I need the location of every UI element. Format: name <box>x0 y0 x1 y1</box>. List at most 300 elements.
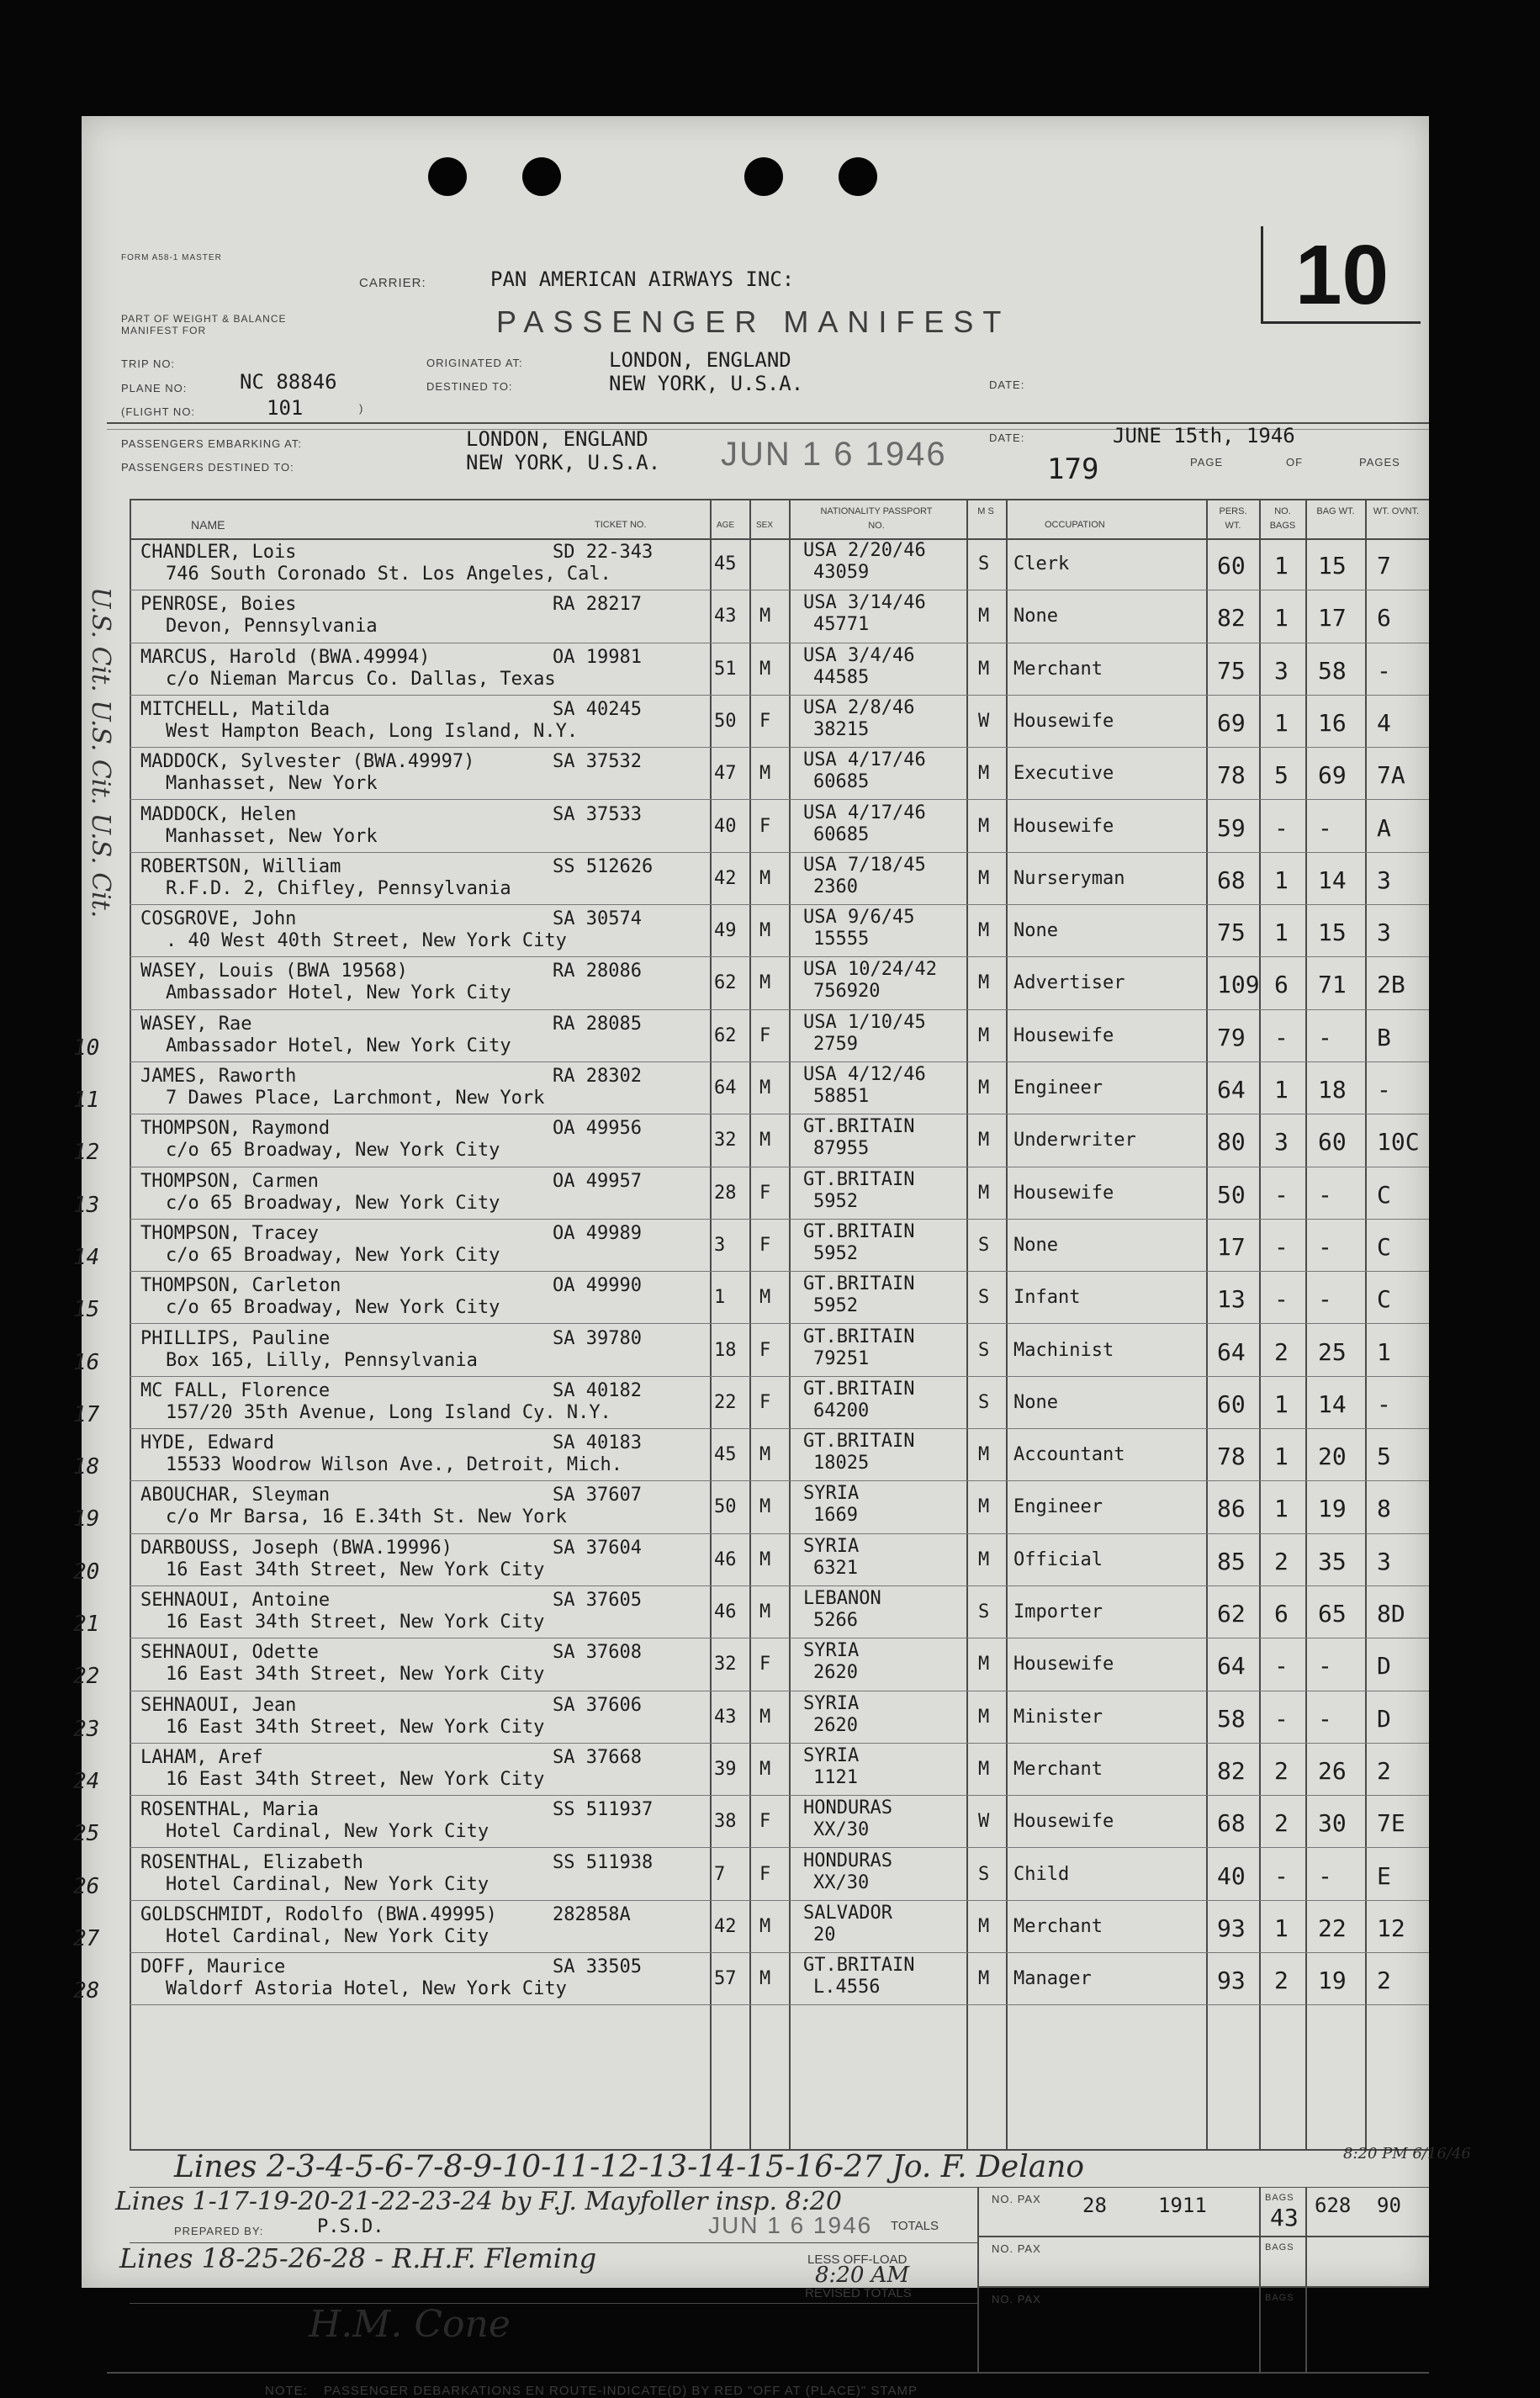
cell-nb: - <box>1274 1232 1289 1261</box>
cell-age: 57 <box>714 1968 737 1990</box>
cell-pw: 79 <box>1217 1023 1246 1051</box>
cell-pp: 15555 <box>813 929 870 950</box>
col-nationality: NATIONALITY PASSPORT NO. <box>820 506 933 531</box>
cell-pp: 6321 <box>813 1557 858 1579</box>
cell-sex: M <box>759 1548 771 1570</box>
cell-occ: Importer <box>1013 1601 1103 1622</box>
cell-sex: F <box>759 710 771 732</box>
cell-n: 26 <box>73 1873 100 1899</box>
cell-age: 49 <box>714 920 737 942</box>
cell-name: WASEY, Louis (BWA 19568) <box>140 961 408 982</box>
cell-ms: M <box>978 1130 990 1151</box>
cell-name: MADDOCK, Sylvester (BWA.49997) <box>140 751 475 773</box>
cell-addr: 16 East 34th Street, New York City <box>166 1559 545 1580</box>
cell-ms: M <box>978 1024 990 1046</box>
cell-pw: 59 <box>1217 813 1246 842</box>
col-wt-ovnt: WT. OVNT. <box>1373 506 1420 516</box>
cell-nat: USA 2/20/46 <box>803 540 926 561</box>
cell-ticket: OA 49989 <box>553 1222 642 1244</box>
no-pax-label: NO. PAX <box>992 2193 1041 2205</box>
cell-ms: M <box>978 1496 990 1518</box>
cell-pp: XX/30 <box>813 1819 870 1841</box>
cell-addr: Hotel Cardinal, New York City <box>166 1873 490 1895</box>
cell-bw: 22 <box>1318 1914 1347 1942</box>
date2-label: DATE: <box>989 431 1025 444</box>
cell-bw: 20 <box>1318 1443 1347 1471</box>
cell-nat: SYRIA <box>803 1692 860 1714</box>
cell-nat: LEBANON <box>803 1588 881 1609</box>
cell-pw: 68 <box>1217 866 1246 894</box>
cell-pw: 60 <box>1217 1390 1246 1418</box>
cell-age: 40 <box>714 815 737 837</box>
cell-pp: 2620 <box>813 1714 858 1736</box>
cell-age: 28 <box>714 1182 737 1204</box>
table-row <box>82 748 1429 800</box>
cell-pp: 18025 <box>813 1453 870 1474</box>
cell-pp: 87955 <box>813 1138 870 1160</box>
margin-note: U.S. Cit. U.S. Cit. U.S. Cit. <box>86 587 115 918</box>
cell-name: MC FALL, Florence <box>140 1379 331 1401</box>
cell-pp: 5952 <box>813 1190 858 1212</box>
cell-ms: S <box>978 1234 990 1256</box>
cell-sex: F <box>759 815 771 837</box>
cell-nb: 1 <box>1274 1390 1289 1418</box>
cell-sex: F <box>759 1182 771 1204</box>
cell-pw: 93 <box>1217 1967 1246 1995</box>
cell-name: ABOUCHAR, Sleyman <box>140 1485 331 1506</box>
cell-nb: 6 <box>1274 971 1289 999</box>
cell-ov: - <box>1377 1076 1391 1104</box>
cell-addr: 157/20 35th Avenue, Long Island Cy. N.Y. <box>166 1401 611 1423</box>
cell-name: THOMPSON, Carmen <box>140 1170 319 1192</box>
cell-nb: 1 <box>1274 1495 1289 1523</box>
cell-occ: Housewife <box>1013 1024 1114 1046</box>
table-row <box>82 590 1429 643</box>
cell-occ: Engineer <box>1013 1496 1103 1518</box>
cell-ov: 5 <box>1377 1443 1391 1471</box>
total-pers-wt: 1911 <box>1158 2194 1207 2217</box>
cell-ms: M <box>978 920 990 942</box>
cell-pw: 64 <box>1217 1076 1246 1104</box>
cell-age: 47 <box>714 763 737 785</box>
table-row <box>73 1272 1429 1324</box>
cell-pw: 69 <box>1217 708 1246 737</box>
cell-occ: None <box>1013 920 1058 942</box>
cell-occ: Housewife <box>1013 815 1114 837</box>
cell-occ: None <box>1013 606 1058 627</box>
cell-n: 28 <box>73 1978 100 2004</box>
table-row <box>73 1325 1429 1377</box>
cell-addr: c/o 65 Broadway, New York City <box>166 1140 500 1162</box>
date2-value: JUNE 15th, 1946 <box>1113 424 1295 447</box>
cell-sex: F <box>759 1654 771 1675</box>
cell-occ: Housewife <box>1013 1182 1114 1204</box>
handwritten-line-1: Lines 2-3-4-5-6-7-8-9-10-11-12-13-14-15-16-27 Jo. F. Delano <box>174 2150 1085 2184</box>
dest-value: NEW YORK, U.S.A. <box>466 451 661 474</box>
cell-ov: C <box>1377 1285 1391 1314</box>
cell-sex: M <box>759 1077 771 1098</box>
cell-nat: SYRIA <box>803 1744 860 1766</box>
of-label: OF <box>1286 456 1304 468</box>
cell-nb: 1 <box>1274 552 1289 580</box>
cell-pp: 2360 <box>813 876 858 897</box>
cell-bw: 30 <box>1318 1809 1347 1838</box>
cell-n: 14 <box>73 1244 100 1270</box>
cell-sex: F <box>759 1024 771 1046</box>
table-row <box>73 1377 1429 1429</box>
cell-sex: M <box>759 1496 771 1518</box>
cell-age: 45 <box>714 553 737 574</box>
cell-nb: 5 <box>1274 761 1289 790</box>
cell-name: ROBERTSON, William <box>140 855 341 877</box>
cell-occ: Clerk <box>1013 553 1070 574</box>
cell-name: MADDOCK, Helen <box>140 803 297 825</box>
cell-ov: 12 <box>1377 1914 1405 1942</box>
cell-nb: 3 <box>1274 656 1289 685</box>
table-row <box>73 1691 1429 1744</box>
cell-occ: Executive <box>1013 763 1114 785</box>
cell-addr: Hotel Cardinal, New York City <box>166 1925 490 1947</box>
cell-nat: SYRIA <box>803 1640 860 1662</box>
table-row <box>82 905 1429 957</box>
cell-occ: Housewife <box>1013 1811 1114 1833</box>
cell-ms: M <box>978 1548 990 1570</box>
prepared-label: PREPARED BY: <box>174 2225 264 2237</box>
cell-pp: 2759 <box>813 1033 858 1055</box>
col-occupation: OCCUPATION <box>1045 520 1105 530</box>
cell-n: 27 <box>73 1925 100 1951</box>
cell-nb: 2 <box>1274 1756 1289 1785</box>
less-offload-label: LESS OFF-LOAD <box>807 2252 908 2267</box>
cell-age: 42 <box>714 867 737 889</box>
cell-pw: 64 <box>1217 1337 1246 1366</box>
cell-nb: 1 <box>1274 918 1289 947</box>
cell-ms: M <box>978 1758 990 1780</box>
cell-ov: D <box>1377 1652 1391 1681</box>
punch-hole <box>522 157 561 196</box>
cell-pp: 79251 <box>813 1347 870 1369</box>
cell-name: COSGROVE, John <box>140 908 297 930</box>
cell-nb: 1 <box>1274 1076 1289 1104</box>
cell-nat: SALVADOR <box>803 1902 892 1924</box>
cell-nb: - <box>1274 1652 1289 1681</box>
cell-ms: S <box>978 1391 990 1413</box>
cell-n: 12 <box>73 1140 100 1166</box>
cell-ms: M <box>978 1654 990 1675</box>
cell-nat: USA 4/12/46 <box>803 1064 926 1085</box>
table-row <box>73 1010 1429 1062</box>
cell-addr: Manhasset, New York <box>166 773 378 795</box>
cell-bw: 65 <box>1318 1600 1347 1628</box>
cell-name: MARCUS, Harold (BWA.49994) <box>140 646 431 668</box>
cell-bw: 15 <box>1318 552 1347 580</box>
cell-ms: W <box>978 1811 990 1833</box>
cell-ov: A <box>1377 813 1391 842</box>
cell-bw: 15 <box>1318 918 1347 947</box>
cell-addr: Box 165, Lilly, Pennsylvania <box>166 1349 478 1371</box>
cell-pw: 93 <box>1217 1914 1246 1942</box>
cell-ms: M <box>978 606 990 627</box>
cell-occ: Advertiser <box>1013 972 1125 994</box>
bags-label: BAGS <box>1265 2193 1294 2203</box>
cell-occ: Merchant <box>1013 658 1103 680</box>
cell-age: 18 <box>714 1339 737 1361</box>
col-age: AGE <box>717 521 735 530</box>
cell-occ: Merchant <box>1013 1915 1103 1937</box>
cell-age: 50 <box>714 710 737 732</box>
cell-name: DOFF, Maurice <box>140 1956 286 1978</box>
cell-age: 3 <box>714 1234 726 1256</box>
cell-n: 16 <box>73 1349 100 1375</box>
cell-age: 22 <box>714 1391 737 1413</box>
cell-bw: 58 <box>1318 656 1347 685</box>
cell-n: 17 <box>73 1401 100 1427</box>
cell-ticket: OA 19981 <box>553 646 642 668</box>
col-ticket: TICKET NO. <box>595 520 647 530</box>
cell-nb: 1 <box>1274 604 1289 633</box>
row-divider <box>130 2004 1429 2005</box>
table-row <box>73 1796 1429 1848</box>
cell-nb: - <box>1274 1180 1289 1209</box>
cell-nat: USA 3/14/46 <box>803 592 926 614</box>
cell-ticket: SS 511937 <box>553 1799 654 1821</box>
cell-name: THOMPSON, Tracey <box>140 1222 319 1244</box>
cell-addr: Devon, Pennsylvania <box>166 616 378 638</box>
cell-sex: M <box>759 867 771 889</box>
cell-pp: 1121 <box>813 1766 858 1788</box>
cell-pw: 40 <box>1217 1861 1246 1890</box>
cell-occ: Nurseryman <box>1013 867 1125 889</box>
cell-occ: Minister <box>1013 1706 1103 1728</box>
cell-n: 22 <box>73 1664 100 1690</box>
cell-ov: 2B <box>1377 971 1405 999</box>
cell-age: 62 <box>714 1024 737 1046</box>
cell-pp: 60685 <box>813 823 870 845</box>
cell-pw: 82 <box>1217 1756 1246 1785</box>
signature: H.M. Cone <box>309 2303 511 2346</box>
cell-pp: 43059 <box>813 562 870 583</box>
cell-name: PHILLIPS, Pauline <box>140 1327 331 1349</box>
cell-addr: c/o 65 Broadway, New York City <box>166 1297 500 1319</box>
cell-pp: 5266 <box>813 1610 858 1631</box>
cell-nb: 2 <box>1274 1547 1289 1575</box>
cell-ticket: OA 49990 <box>553 1275 642 1297</box>
cell-ms: M <box>978 1915 990 1937</box>
carrier-label: CARRIER: <box>359 276 426 290</box>
cell-addr: Manhasset, New York <box>166 825 378 847</box>
table-row <box>82 643 1429 696</box>
cell-nat: USA 4/17/46 <box>803 749 926 771</box>
cell-occ: Child <box>1013 1863 1070 1885</box>
cell-n: 13 <box>73 1192 100 1218</box>
destined-label: DESTINED TO: <box>426 380 513 393</box>
cell-pw: 60 <box>1217 552 1246 580</box>
cell-ticket: SA 30574 <box>553 908 642 930</box>
cell-sex: M <box>759 1758 771 1780</box>
cell-ticket: SA 37668 <box>553 1746 642 1768</box>
cell-ov: 2 <box>1377 1756 1391 1785</box>
cell-sex: M <box>759 1601 771 1622</box>
cell-addr: R.F.D. 2, Chifley, Pennsylvania <box>166 877 511 899</box>
cell-addr: c/o 65 Broadway, New York City <box>166 1244 500 1266</box>
cell-addr: 16 East 34th Street, New York City <box>166 1664 545 1686</box>
table-row <box>73 1220 1429 1272</box>
cell-ov: B <box>1377 1023 1391 1051</box>
cell-nat: GT.BRITAIN <box>803 1168 915 1190</box>
originated-value: LONDON, ENGLAND <box>609 348 791 372</box>
cell-n: 10 <box>73 1035 100 1061</box>
cell-addr: 746 South Coronado St. Los Angeles, Cal. <box>166 564 611 585</box>
cell-nb: - <box>1274 813 1289 842</box>
cell-age: 1 <box>714 1287 726 1309</box>
cell-occ: Merchant <box>1013 1758 1103 1780</box>
cell-ov: 3 <box>1377 1547 1391 1575</box>
cell-bw: 71 <box>1318 971 1347 999</box>
cell-ticket: RA 28085 <box>553 1013 642 1035</box>
cell-occ: Infant <box>1013 1287 1081 1309</box>
cell-pp: 756920 <box>813 981 881 1003</box>
cell-pp: L.4556 <box>813 1977 881 1998</box>
cell-addr: Ambassador Hotel, New York City <box>166 982 511 1004</box>
cell-addr: West Hampton Beach, Long Island, N.Y. <box>166 720 579 742</box>
cell-n: 23 <box>73 1716 100 1742</box>
cell-name: SEHNAOUI, Antoine <box>140 1590 331 1611</box>
table-row <box>73 1429 1429 1481</box>
cell-name: THOMPSON, Raymond <box>140 1118 331 1140</box>
total-pax: 28 <box>1082 2194 1107 2217</box>
flight-number: 101 <box>267 396 304 420</box>
cell-ms: S <box>978 1339 990 1361</box>
col-no-bags: NO. BAGS <box>1269 506 1296 531</box>
cell-ticket: SA 40183 <box>553 1432 642 1454</box>
flight-label: (FLIGHT NO: <box>121 405 196 418</box>
cell-addr: Waldorf Astoria Hotel, New York City <box>166 1978 567 2000</box>
table-row <box>82 853 1429 905</box>
cell-age: 42 <box>714 1915 737 1937</box>
cell-pw: 78 <box>1217 761 1246 790</box>
cell-age: 62 <box>714 972 737 994</box>
cell-ticket: OA 49957 <box>553 1170 642 1192</box>
cell-age: 45 <box>714 1444 737 1466</box>
note-text: PASSENGER DEBARKATIONS EN ROUTE-INDICATE(D) BY RED "OFF AT (PLACE)" STAMP <box>324 2384 918 2398</box>
note-label: NOTE: <box>265 2384 308 2398</box>
cell-ms: M <box>978 1444 990 1466</box>
cell-nat: USA 9/6/45 <box>803 907 915 929</box>
cell-nb: 3 <box>1274 1128 1289 1157</box>
cell-pw: 85 <box>1217 1547 1246 1575</box>
table-row <box>82 538 1429 590</box>
cell-pw: 109 <box>1217 971 1260 999</box>
cell-ov: 4 <box>1377 708 1391 737</box>
cell-pp: 45771 <box>813 614 870 636</box>
cell-nb: 2 <box>1274 1337 1289 1366</box>
trip-label: TRIP NO: <box>121 357 176 370</box>
totals-label: TOTALS <box>891 2219 939 2233</box>
table-row <box>73 1062 1429 1114</box>
cell-bw: 14 <box>1318 1390 1347 1418</box>
cell-nat: GT.BRITAIN <box>803 1431 915 1453</box>
table-row <box>73 1638 1429 1691</box>
cell-age: 32 <box>714 1654 737 1675</box>
cell-nat: HONDURAS <box>803 1797 892 1819</box>
cell-ms: M <box>978 1968 990 1990</box>
embarking-label: PASSENGERS EMBARKING AT: <box>121 437 302 450</box>
cell-age: 43 <box>714 606 737 627</box>
cell-name: PENROSE, Boies <box>140 594 297 616</box>
cell-sex: M <box>759 1130 771 1151</box>
cell-age: 46 <box>714 1548 737 1570</box>
cell-occ: Official <box>1013 1548 1103 1570</box>
cell-ms: M <box>978 1706 990 1728</box>
cell-name: GOLDSCHMIDT, Rodolfo (BWA.49995) <box>140 1903 497 1925</box>
table-row <box>82 696 1429 748</box>
cell-nb: 2 <box>1274 1809 1289 1838</box>
cell-ticket: RA 28217 <box>553 594 642 616</box>
cell-ms: S <box>978 1287 990 1309</box>
cell-n: 20 <box>73 1559 100 1585</box>
cell-occ: Underwriter <box>1013 1130 1136 1151</box>
manifest-title: PASSENGER MANIFEST <box>496 304 1011 339</box>
originated-label: ORIGINATED AT: <box>426 357 523 369</box>
punch-hole <box>839 157 877 196</box>
cell-age: 39 <box>714 1758 737 1780</box>
part-of-label: PART OF WEIGHT & BALANCE MANIFEST FOR <box>121 313 287 336</box>
cell-name: SEHNAOUI, Jean <box>140 1694 297 1716</box>
cell-bw: - <box>1318 1285 1332 1314</box>
cell-nat: USA 3/4/46 <box>803 644 915 666</box>
handwritten-line-2: Lines 1-17-19-20-21-22-23-24 by F.J. Mayfoller insp. 8:20 <box>115 2187 842 2216</box>
table-row <box>73 1849 1429 1901</box>
cell-pp: 5952 <box>813 1242 858 1264</box>
col-pers-wt: PERS. WT. <box>1219 506 1247 531</box>
cell-ticket: SA 40245 <box>553 698 642 720</box>
cell-ms: M <box>978 1182 990 1204</box>
cell-ov: 6 <box>1377 604 1391 633</box>
cell-occ: None <box>1013 1234 1058 1256</box>
cell-name: CHANDLER, Lois <box>140 542 297 563</box>
cell-ticket: SA 37605 <box>553 1590 642 1611</box>
cell-bw: - <box>1318 813 1332 842</box>
cell-ticket: 282858A <box>553 1903 631 1925</box>
cell-ov: E <box>1377 1861 1391 1890</box>
cell-name: WASEY, Rae <box>140 1013 252 1035</box>
cell-bw: 35 <box>1318 1547 1347 1575</box>
table-row <box>73 1167 1429 1220</box>
dest-label: PASSENGERS DESTINED TO: <box>121 461 294 474</box>
table-row <box>82 957 1429 1009</box>
cell-ticket: SA 37608 <box>553 1642 642 1664</box>
cell-nat: USA 7/18/45 <box>803 854 926 876</box>
cell-ms: M <box>978 867 990 889</box>
no-pax-label-3: NO. PAX <box>992 2293 1041 2305</box>
cell-name: ROSENTHAL, Maria <box>140 1799 319 1821</box>
cell-ov: C <box>1377 1180 1391 1209</box>
cell-age: 7 <box>714 1863 726 1885</box>
punch-hole <box>428 157 467 196</box>
cell-nb: 6 <box>1274 1600 1289 1628</box>
cell-nb: - <box>1274 1023 1289 1051</box>
date-stamp-2: JUN 1 6 1946 <box>708 2212 873 2238</box>
cell-age: 64 <box>714 1077 737 1098</box>
cell-nat: USA 1/10/45 <box>803 1011 926 1033</box>
no-pax-label-2: NO. PAX <box>992 2242 1041 2255</box>
embarking-value: LONDON, ENGLAND <box>466 427 648 451</box>
destined-value: NEW YORK, U.S.A. <box>609 372 804 395</box>
table-row <box>73 1534 1429 1586</box>
cell-age: 43 <box>714 1706 737 1728</box>
table-row <box>73 1114 1429 1167</box>
cell-nat: GT.BRITAIN <box>803 1326 915 1347</box>
